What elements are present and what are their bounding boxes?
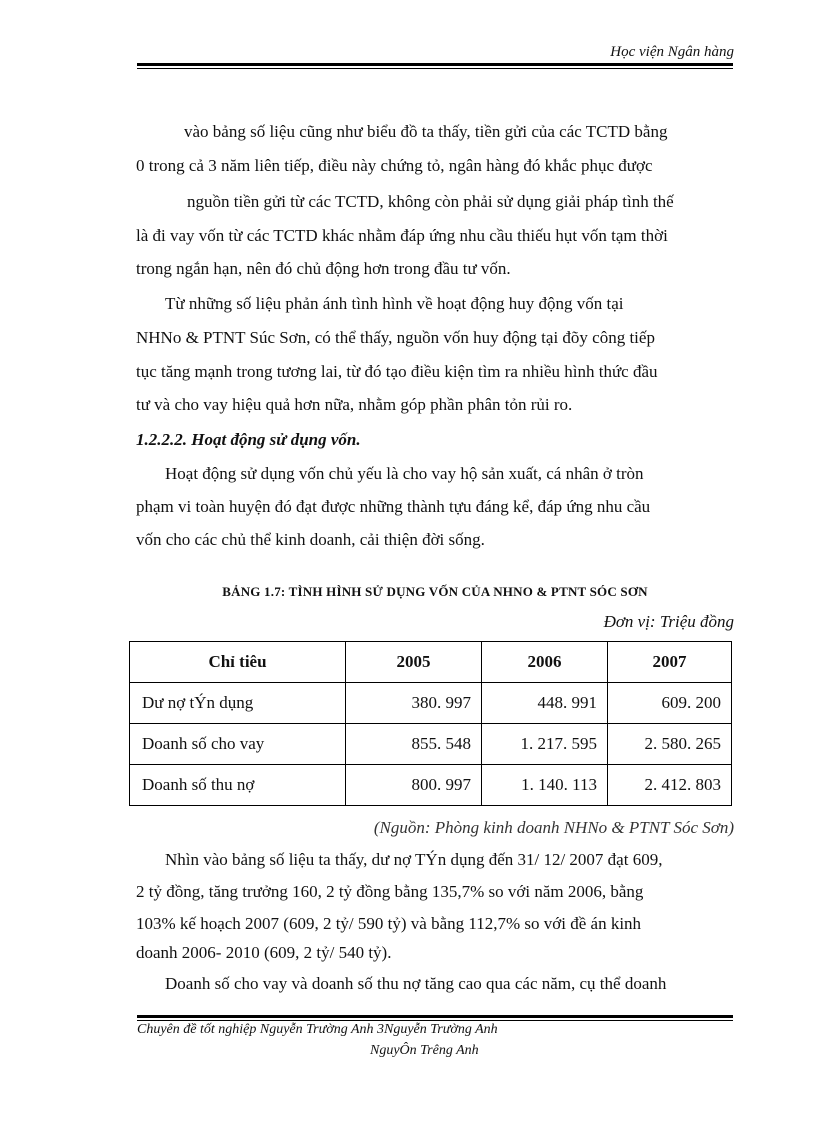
data-table <box>129 641 732 806</box>
paragraph-line: vào bảng số liệu cũng như biểu đồ ta thấy, tiền gửi của các TCTD bằng <box>184 122 668 141</box>
page-header-title: Học viện Ngân hàng <box>610 44 734 60</box>
table-source: (Nguồn: Phòng kinh doanh NHNo & PTNT Sóc Sơn) <box>373 818 734 837</box>
footer-rule <box>137 1015 733 1018</box>
table-cell: 1. 217. 595 <box>482 724 608 765</box>
table-cell: 2. 412. 803 <box>608 765 732 806</box>
paragraph-line: trong ngắn hạn, nên đó chủ động hơn trong đầu tư vốn. <box>136 259 511 278</box>
footer-rule-thin <box>137 1020 733 1021</box>
table-row <box>130 765 732 806</box>
table-cell: 609. 200 <box>608 683 732 724</box>
table-cell: Doanh số cho vay <box>130 724 346 765</box>
table-cell: Dư nợ tÝn dụng <box>130 683 346 724</box>
table-cell: 2. 580. 265 <box>608 724 732 765</box>
paragraph-line: phạm vi toàn huyện đó đạt được những thành tựu đáng kể, đáp ứng nhu cầu <box>136 497 651 516</box>
table-header-cell: 2007 <box>608 642 732 683</box>
header-rule-thin <box>137 68 733 69</box>
table-cell: 448. 991 <box>482 683 608 724</box>
table-cell: 380. 997 <box>346 683 482 724</box>
table-unit: Đơn vị: Triệu đồng <box>603 612 734 631</box>
paragraph-line: 103% kế hoạch 2007 (609, 2 tỷ/ 590 tỷ) và bằng 112,7% so với đề án kinh <box>136 914 642 933</box>
table-header-cell: 2005 <box>346 642 482 683</box>
table-title: BẢNG 1.7: TÌNH HÌNH SỬ DỤNG VỐN CỦA NHNO & PTNT SÓC SƠN <box>222 584 648 599</box>
table-cell: 1. 140. 113 <box>482 765 608 806</box>
table-header-cell: Chỉ tiêu <box>130 642 346 683</box>
table-header-cell: 2006 <box>482 642 608 683</box>
table-cell: Doanh số thu nợ <box>130 765 346 806</box>
table-cell: 855. 548 <box>346 724 482 765</box>
paragraph-line: tục tăng mạnh trong tương lai, từ đó tạo điều kiện tìm ra nhiều hình thức đầu <box>136 362 658 381</box>
paragraph-line: Nhìn vào bảng số liệu ta thấy, dư nợ TÝn dụng đến 31/ 12/ 2007 đạt 609, <box>165 850 663 869</box>
paragraph-line: là đi vay vốn từ các TCTD khác nhằm đáp ứng nhu cầu thiếu hụt vốn tạm thời <box>136 226 668 245</box>
table-cell: 800. 997 <box>346 765 482 806</box>
paragraph-line: nguồn tiền gửi từ các TCTD, không còn phải sử dụng giải pháp tình thế <box>187 192 674 211</box>
section-heading: 1.2.2.2. Hoạt động sử dụng vốn. <box>136 430 361 449</box>
paragraph-line: 0 trong cả 3 năm liên tiếp, điều này chứng tỏ, ngân hàng đó khắc phục được <box>136 156 653 175</box>
paragraph-line: vốn cho các chủ thể kinh doanh, cải thiện đời sống. <box>136 530 485 549</box>
table-row <box>130 724 732 765</box>
paragraph-line: Hoạt động sử dụng vốn chủ yếu là cho vay hộ sản xuất, cá nhân ở tròn <box>165 464 644 483</box>
footer-text: Chuyên đề tốt nghiệp Nguyễn Trường Anh 3Nguyễn Trường Anh <box>137 1022 498 1037</box>
footer-author: NguyÔn Trêng Anh <box>370 1043 479 1058</box>
table-header-row <box>130 642 732 683</box>
paragraph-line: tư và cho vay hiệu quả hơn nữa, nhằm góp phần phân tỏn rủi ro. <box>136 395 573 414</box>
paragraph-line: Từ những số liệu phản ánh tình hình về hoạt động huy động vốn tại <box>165 294 624 313</box>
paragraph-line: Doanh số cho vay và doanh số thu nợ tăng cao qua các năm, cụ thể doanh <box>165 974 667 993</box>
paragraph-line: doanh 2006- 2010 (609, 2 tỷ/ 540 tỷ). <box>136 943 392 962</box>
paragraph-line: NHNo & PTNT Súc Sơn, có thể thấy, nguồn vốn huy động tại đõy công tiếp <box>136 328 655 347</box>
header-rule <box>137 63 733 66</box>
table-row <box>130 683 732 724</box>
paragraph-line: 2 tỷ đồng, tăng trưởng 160, 2 tỷ đồng bằng 135,7% so với năm 2006, bằng <box>136 882 644 901</box>
